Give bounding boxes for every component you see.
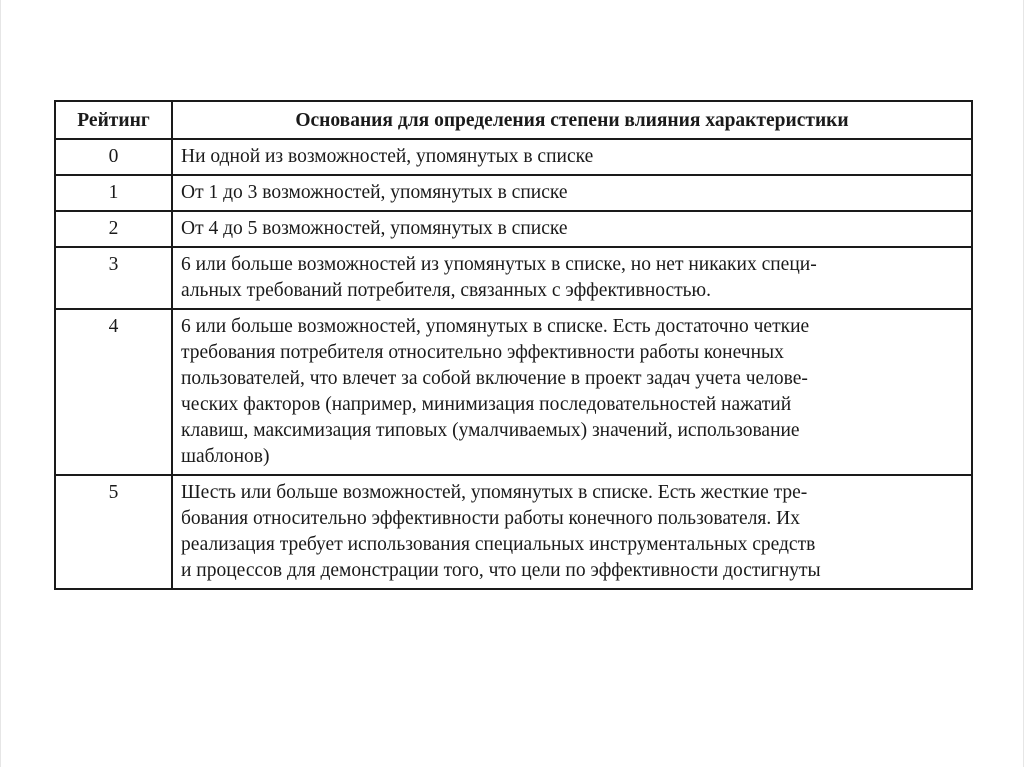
rating-cell: 4: [55, 309, 172, 475]
rating-cell: 2: [55, 211, 172, 247]
description-cell: [172, 139, 972, 175]
description-line: клавиш, максимизация типовых (умалчиваемых) значений, использование: [181, 420, 800, 441]
header-rating: Рейтинг: [55, 101, 172, 139]
description-cell: [172, 475, 972, 589]
table-row: [55, 139, 972, 175]
table-row: [55, 309, 972, 475]
description-line: пользователей, что влечет за собой включение в проект задач учета челове-: [181, 368, 808, 389]
description-line: шаблонов): [181, 446, 270, 467]
description-line: бования относительно эффективности работы конечного пользователя. Их: [181, 508, 800, 529]
description-cell: [172, 247, 972, 309]
description-line: Шесть или больше возможностей, упомянутых в списке. Есть жесткие тре-: [181, 482, 808, 503]
table-row: [55, 475, 972, 589]
description-line: Ни одной из возможностей, упомянутых в списке: [181, 146, 594, 167]
description-cell: [172, 309, 972, 475]
description-line: и процессов для демонстрации того, что цели по эффективности достигнуты: [181, 560, 821, 581]
rating-cell: 3: [55, 247, 172, 309]
rating-cell: 5: [55, 475, 172, 589]
rating-cell: 0: [55, 139, 172, 175]
description-line: 6 или больше возможностей, упомянутых в списке. Есть достаточно четкие: [181, 316, 810, 337]
description-line: От 4 до 5 возможностей, упомянутых в списке: [181, 218, 568, 239]
rating-table: [54, 100, 973, 590]
description-line: 6 или больше возможностей из упомянутых в списке, но нет никаких специ-: [181, 254, 817, 275]
header-description: Основания для определения степени влияния характеристики: [172, 101, 972, 139]
description-cell: [172, 175, 972, 211]
description-cell: [172, 211, 972, 247]
rating-cell: 1: [55, 175, 172, 211]
table-row: [55, 247, 972, 309]
description-line: альных требований потребителя, связанных с эффективностью.: [181, 280, 712, 301]
description-line: требования потребителя относительно эффективности работы конечных: [181, 342, 784, 363]
description-line: От 1 до 3 возможностей, упомянутых в списке: [181, 182, 568, 203]
table-header-row: [55, 101, 972, 139]
description-line: реализация требует использования специальных инструментальных средств: [181, 534, 816, 555]
description-line: ческих факторов (например, минимизация последовательностей нажатий: [181, 394, 792, 415]
table-row: [55, 211, 972, 247]
table-row: [55, 175, 972, 211]
